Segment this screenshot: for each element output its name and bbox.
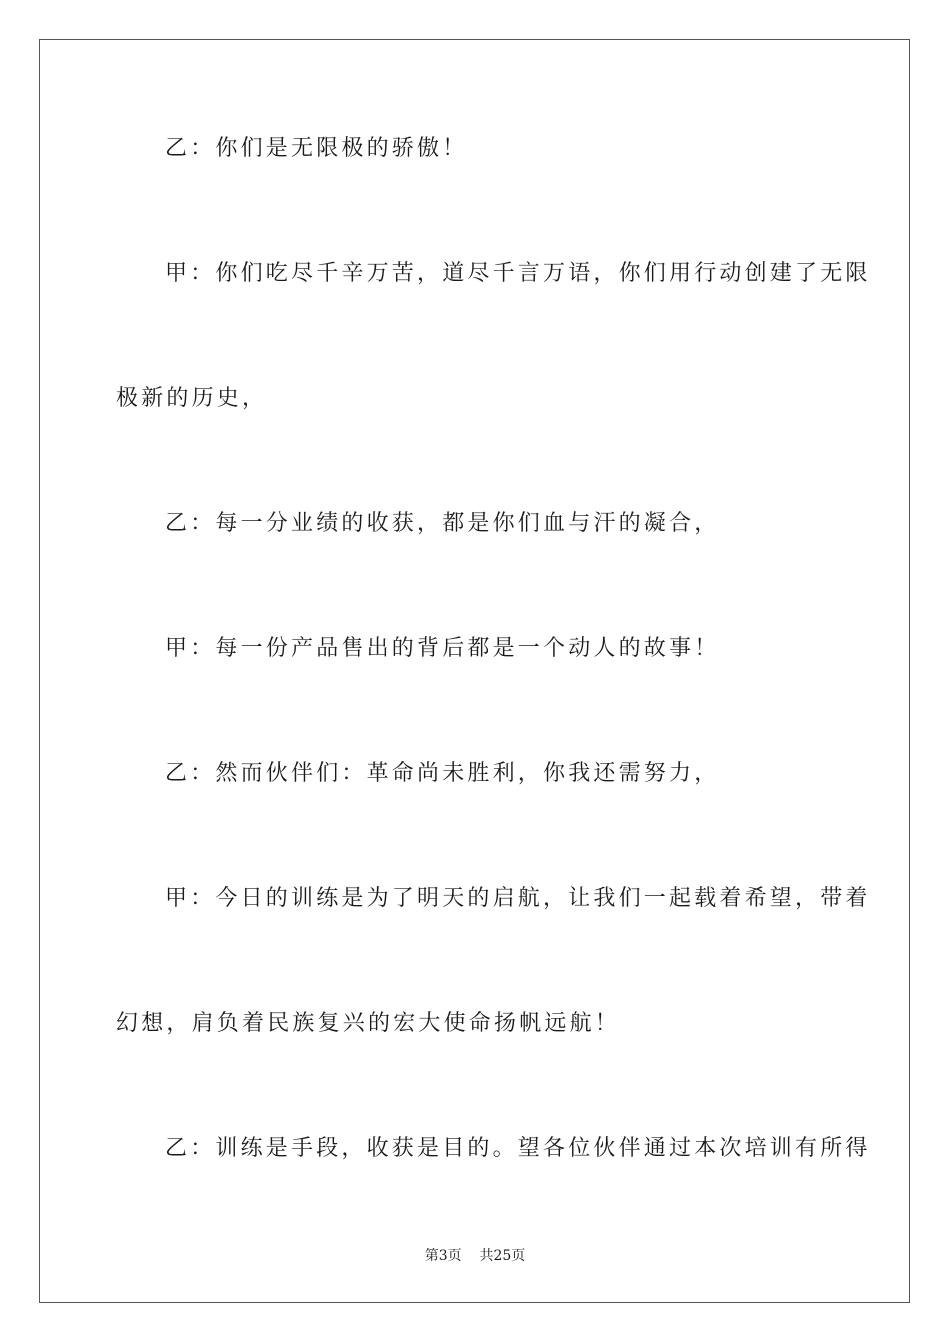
page-footer (0, 1247, 950, 1265)
text-line: 甲：今日的训练是为了明天的启航，让我们一起载着希望，带着 (165, 886, 871, 911)
text-line: 甲：每一份产品售出的背后都是一个动人的故事！ (165, 636, 720, 661)
page-border (39, 39, 910, 1303)
text-line: 甲：你们吃尽千辛万苦，道尽千言万语，你们用行动创建了无限 (165, 261, 871, 286)
total-pages: 共25页 (479, 1248, 526, 1264)
page-number: 第3页 (424, 1248, 462, 1264)
text-line: 乙：训练是手段，收获是目的。望各位伙伴通过本次培训有所得 (165, 1136, 871, 1161)
text-line: 极新的历史， (116, 386, 268, 411)
text-line: 乙：然而伙伴们：革命尚未胜利，你我还需努力， (165, 761, 720, 786)
text-line: 幻想，肩负着民族复兴的宏大使命扬帆远航！ (116, 1011, 621, 1036)
text-line: 乙：你们是无限极的骄傲！ (165, 136, 468, 161)
text-line: 乙：每一分业绩的收获，都是你们血与汗的凝合， (165, 511, 720, 536)
